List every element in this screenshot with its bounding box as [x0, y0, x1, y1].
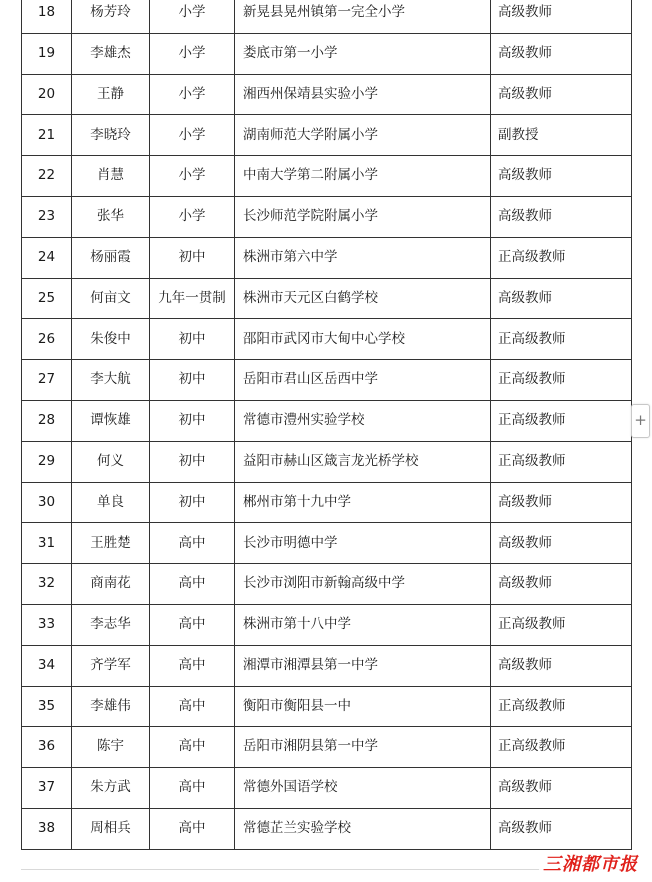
- teacher-name: 杨芳玲: [72, 0, 150, 33]
- school-section: 小学: [150, 196, 235, 237]
- table-row: [22, 319, 632, 360]
- teacher-name: 张华: [72, 196, 150, 237]
- teacher-rank: 高级教师: [491, 768, 632, 809]
- school-section: 初中: [150, 441, 235, 482]
- teacher-name: 李晓玲: [72, 115, 150, 156]
- teacher-name: 王胜楚: [72, 523, 150, 564]
- school-section: 小学: [150, 33, 235, 74]
- table-row: [22, 523, 632, 564]
- teacher-rank: 正高级教师: [491, 237, 632, 278]
- row-number: 36: [22, 727, 72, 768]
- school-section: 小学: [150, 74, 235, 115]
- table-row: [22, 808, 632, 849]
- school-name: 长沙市浏阳市新翰高级中学: [235, 564, 491, 605]
- school-name: 中南大学第二附属小学: [235, 156, 491, 197]
- row-number: 22: [22, 156, 72, 197]
- school-section: 高中: [150, 768, 235, 809]
- row-number: 21: [22, 115, 72, 156]
- school-section: 高中: [150, 727, 235, 768]
- school-section: 高中: [150, 604, 235, 645]
- school-name: 常德芷兰实验学校: [235, 808, 491, 849]
- teacher-name: 朱俊中: [72, 319, 150, 360]
- row-number: 26: [22, 319, 72, 360]
- row-number: 25: [22, 278, 72, 319]
- teacher-rank: 高级教师: [491, 482, 632, 523]
- teacher-name: 杨丽霞: [72, 237, 150, 278]
- school-section: 小学: [150, 115, 235, 156]
- school-name: 株洲市第六中学: [235, 237, 491, 278]
- school-section: 初中: [150, 482, 235, 523]
- school-name: 娄底市第一小学: [235, 33, 491, 74]
- row-number: 27: [22, 360, 72, 401]
- table-row: [22, 33, 632, 74]
- teacher-rank: 正高级教师: [491, 360, 632, 401]
- school-name: 新晃县晃州镇第一完全小学: [235, 0, 491, 33]
- teacher-rank: 高级教师: [491, 808, 632, 849]
- school-name: 湖南师范大学附属小学: [235, 115, 491, 156]
- expand-panel-button[interactable]: [631, 404, 650, 438]
- row-number: 28: [22, 400, 72, 441]
- table-row: [22, 156, 632, 197]
- teacher-name: 李大航: [72, 360, 150, 401]
- teacher-name: 周相兵: [72, 808, 150, 849]
- school-section: 九年一贯制: [150, 278, 235, 319]
- teacher-rank: 高级教师: [491, 278, 632, 319]
- newspaper-watermark: 三湘都市报: [539, 852, 642, 878]
- table-row: [22, 441, 632, 482]
- school-section: 高中: [150, 523, 235, 564]
- teacher-rank: 正高级教师: [491, 319, 632, 360]
- row-number: 32: [22, 564, 72, 605]
- school-section: 初中: [150, 360, 235, 401]
- table-row: [22, 727, 632, 768]
- school-name: 株洲市第十八中学: [235, 604, 491, 645]
- roster-body: [22, 0, 632, 849]
- school-name: 益阳市赫山区箴言龙光桥学校: [235, 441, 491, 482]
- table-row: [22, 604, 632, 645]
- teacher-rank: 高级教师: [491, 645, 632, 686]
- table-row: [22, 768, 632, 809]
- row-number: 37: [22, 768, 72, 809]
- table-row: [22, 482, 632, 523]
- row-number: 34: [22, 645, 72, 686]
- teacher-name: 谭恢雄: [72, 400, 150, 441]
- row-number: 31: [22, 523, 72, 564]
- school-name: 岳阳市湘阴县第一中学: [235, 727, 491, 768]
- row-number: 24: [22, 237, 72, 278]
- school-name: 常德市澧州实验学校: [235, 400, 491, 441]
- row-number: 30: [22, 482, 72, 523]
- table-row: [22, 0, 632, 33]
- row-number: 38: [22, 808, 72, 849]
- teacher-rank: 高级教师: [491, 196, 632, 237]
- school-section: 初中: [150, 237, 235, 278]
- teacher-name: 李雄伟: [72, 686, 150, 727]
- school-section: 高中: [150, 564, 235, 605]
- school-name: 长沙师范学院附属小学: [235, 196, 491, 237]
- row-number: 23: [22, 196, 72, 237]
- teacher-rank: 正高级教师: [491, 686, 632, 727]
- table-row: [22, 196, 632, 237]
- school-name: 常德外国语学校: [235, 768, 491, 809]
- teacher-rank: 正高级教师: [491, 441, 632, 482]
- school-name: 郴州市第十九中学: [235, 482, 491, 523]
- table-row: [22, 686, 632, 727]
- teacher-rank: 高级教师: [491, 523, 632, 564]
- teacher-rank: 正高级教师: [491, 400, 632, 441]
- school-name: 湘西州保靖县实验小学: [235, 74, 491, 115]
- table-row: [22, 645, 632, 686]
- table-row: [22, 360, 632, 401]
- school-name: 邵阳市武冈市大甸中心学校: [235, 319, 491, 360]
- teacher-name: 李雄杰: [72, 33, 150, 74]
- teacher-rank: 高级教师: [491, 33, 632, 74]
- school-name: 长沙市明德中学: [235, 523, 491, 564]
- teacher-rank: 高级教师: [491, 0, 632, 33]
- teacher-rank: 正高级教师: [491, 604, 632, 645]
- teacher-name: 商南花: [72, 564, 150, 605]
- teacher-name: 单良: [72, 482, 150, 523]
- table-row: [22, 115, 632, 156]
- table-row: [22, 564, 632, 605]
- row-number: 18: [22, 0, 72, 33]
- teacher-name: 肖慧: [72, 156, 150, 197]
- school-name: 株洲市天元区白鹤学校: [235, 278, 491, 319]
- row-number: 20: [22, 74, 72, 115]
- teacher-name: 王静: [72, 74, 150, 115]
- school-section: 高中: [150, 686, 235, 727]
- teacher-name: 何亩文: [72, 278, 150, 319]
- row-number: 33: [22, 604, 72, 645]
- row-number: 35: [22, 686, 72, 727]
- school-section: 小学: [150, 156, 235, 197]
- teacher-rank: 高级教师: [491, 156, 632, 197]
- school-section: 初中: [150, 400, 235, 441]
- school-name: 岳阳市君山区岳西中学: [235, 360, 491, 401]
- teacher-rank: 高级教师: [491, 74, 632, 115]
- teacher-rank: 副教授: [491, 115, 632, 156]
- teacher-rank: 正高级教师: [491, 727, 632, 768]
- table-row: [22, 278, 632, 319]
- table-row: [22, 400, 632, 441]
- school-name: 湘潭市湘潭县第一中学: [235, 645, 491, 686]
- teacher-rank: 高级教师: [491, 564, 632, 605]
- school-name: 衡阳市衡阳县一中: [235, 686, 491, 727]
- school-section: 小学: [150, 0, 235, 33]
- teacher-name: 李志华: [72, 604, 150, 645]
- teacher-name: 齐学军: [72, 645, 150, 686]
- school-section: 高中: [150, 645, 235, 686]
- row-number: 29: [22, 441, 72, 482]
- row-number: 19: [22, 33, 72, 74]
- teacher-name: 何义: [72, 441, 150, 482]
- plus-icon: +: [634, 411, 647, 429]
- teacher-name: 朱方武: [72, 768, 150, 809]
- teacher-name: 陈宇: [72, 727, 150, 768]
- school-section: 初中: [150, 319, 235, 360]
- table-row: [22, 74, 632, 115]
- school-section: 高中: [150, 808, 235, 849]
- teacher-roster-table: [21, 0, 632, 850]
- table-row: [22, 237, 632, 278]
